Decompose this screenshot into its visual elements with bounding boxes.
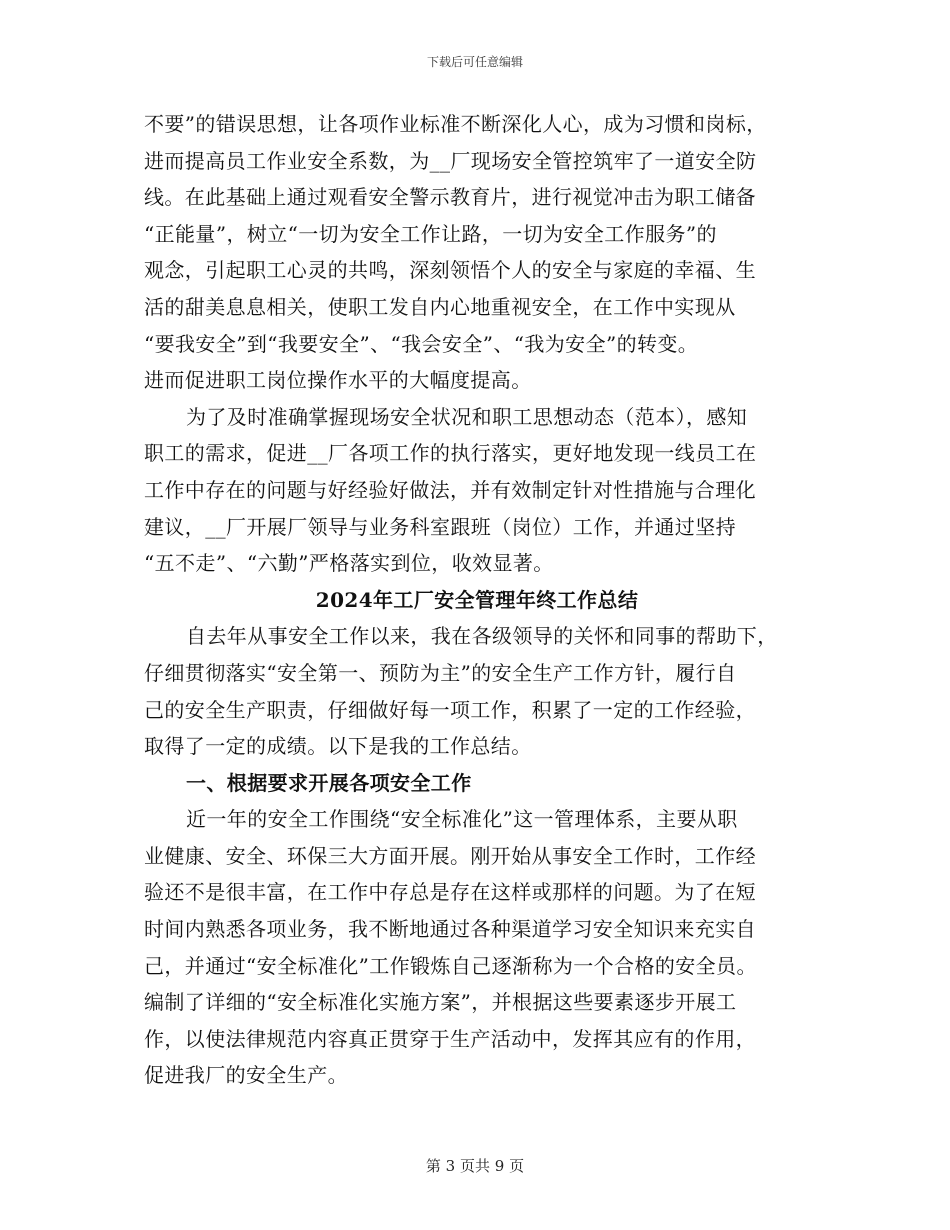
text-line: 编制了详细的“安全标准化实施方案”，并根据这些要素逐步开展工 [144,990,737,1015]
text-line: 职工的需求，促进__厂各项工作的执行落实，更好地发现一线员工在 [144,441,757,466]
page-number-footer: 第 3 页共 9 页 [425,1157,525,1175]
paragraph-start-line: 自去年从事安全工作以来，我在各级领导的关怀和同事的帮助下， [186,624,778,649]
text-line: 工作中存在的问题与好经验好做法，并有效制定针对性措施与合理化 [144,477,756,502]
text-line: 促进我厂的安全生产。 [144,1063,348,1088]
text-line: 己的安全生产职责，仔细做好每一项工作，积累了一定的工作经验， [144,697,756,722]
text-line: 业健康、安全、环保三大方面开展。刚开始从事安全工作时，工作经 [144,843,756,868]
text-line: 作，以使法律规范内容真正贯穿于生产活动中，发挥其应有的作用， [144,1026,756,1051]
text-line: 时间内熟悉各项业务，我不断地通过各种渠道学习安全知识来充实自 [144,917,756,942]
section-heading: 一、根据要求开展各项安全工作 [186,770,472,795]
text-line: 观念，引起职工心灵的共鸣，深刻领悟个人的安全与家庭的幸福、生 [144,258,756,283]
text-line: 线。在此基础上通过观看安全警示教育片，进行视觉冲击为职工储备 [144,185,756,210]
text-line: 验还不是很丰富，在工作中存总是存在这样或那样的问题。为了在短 [144,880,756,905]
text-line: 不要”的错误思想，让各项作业标准不断深化人心，成为习惯和岗标， [144,112,767,136]
paragraph-start-line: 为了及时准确掌握现场安全状况和职工思想动态（范本），感知 [186,404,748,429]
paragraph-start-line: 近一年的安全工作围绕“安全标准化”这一管理体系，主要从职 [186,807,738,832]
text-line: 仔细贯彻落实“安全第一、预防为主”的安全生产工作方针，履行自 [144,660,737,685]
text-line: 取得了一定的成绩。以下是我的工作总结。 [144,734,532,759]
document-title: 2024年工厂安全管理年终工作总结 [315,587,639,612]
text-line: “要我安全”到“我要安全”、“我会安全”、“我为安全”的转变。 [144,331,699,356]
text-line: 进而提高员工作业安全系数，为__厂现场安全管控筑牢了一道安全防 [144,148,757,173]
page-header: 下载后可任意编辑 [426,55,523,69]
text-line: 建议，__厂开展厂领导与业务科室跟班（岗位）工作，并通过坚持 [144,514,736,539]
text-line: 己，并通过“安全标准化”工作锻炼自己逐渐称为一个合格的安全员。 [144,953,757,978]
text-line: “正能量”，树立“一切为安全工作让路，一切为安全工作服务”的 [144,221,717,246]
text-line: 进而促进职工岗位操作水平的大幅度提高。 [144,368,532,393]
text-line: “五不走”、“六勤”严格落实到位，收效显著。 [144,551,554,576]
text-line: 活的甜美息息相关，使职工发自内心地重视安全，在工作中实现从 [144,294,736,319]
document-body [144,106,810,1094]
